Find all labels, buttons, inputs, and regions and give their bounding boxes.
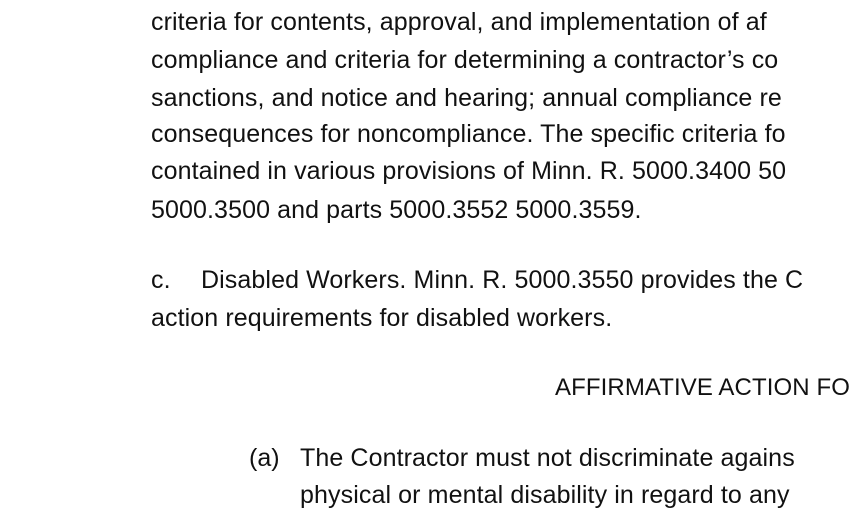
- section-c-text: Disabled Workers. Minn. R. 5000.3550 provides the C: [201, 266, 804, 294]
- section-c-line: action requirements for disabled workers.: [151, 304, 613, 332]
- clause-a-line: The Contractor must not discriminate agains: [300, 444, 795, 472]
- section-heading: AFFIRMATIVE ACTION FO: [555, 374, 850, 401]
- clause-a-marker: (a): [249, 444, 280, 472]
- paragraph-line: 5000.3500 and parts 5000.3552 5000.3559.: [151, 196, 642, 224]
- section-c-marker: c.: [151, 266, 171, 294]
- section-c-line: [151, 265, 803, 295]
- paragraph-line: sanctions, and notice and hearing; annual compliance re: [151, 84, 782, 112]
- paragraph-line: compliance and criteria for determining a contractor’s co: [151, 46, 779, 74]
- clause-a-line: physical or mental disability in regard to any: [300, 481, 790, 509]
- paragraph-line: consequences for noncompliance. The specific criteria fo: [151, 120, 786, 148]
- paragraph-line: contained in various provisions of Minn. R. 5000.3400 50: [151, 157, 787, 185]
- paragraph-line: criteria for contents, approval, and implementation of af: [151, 8, 767, 36]
